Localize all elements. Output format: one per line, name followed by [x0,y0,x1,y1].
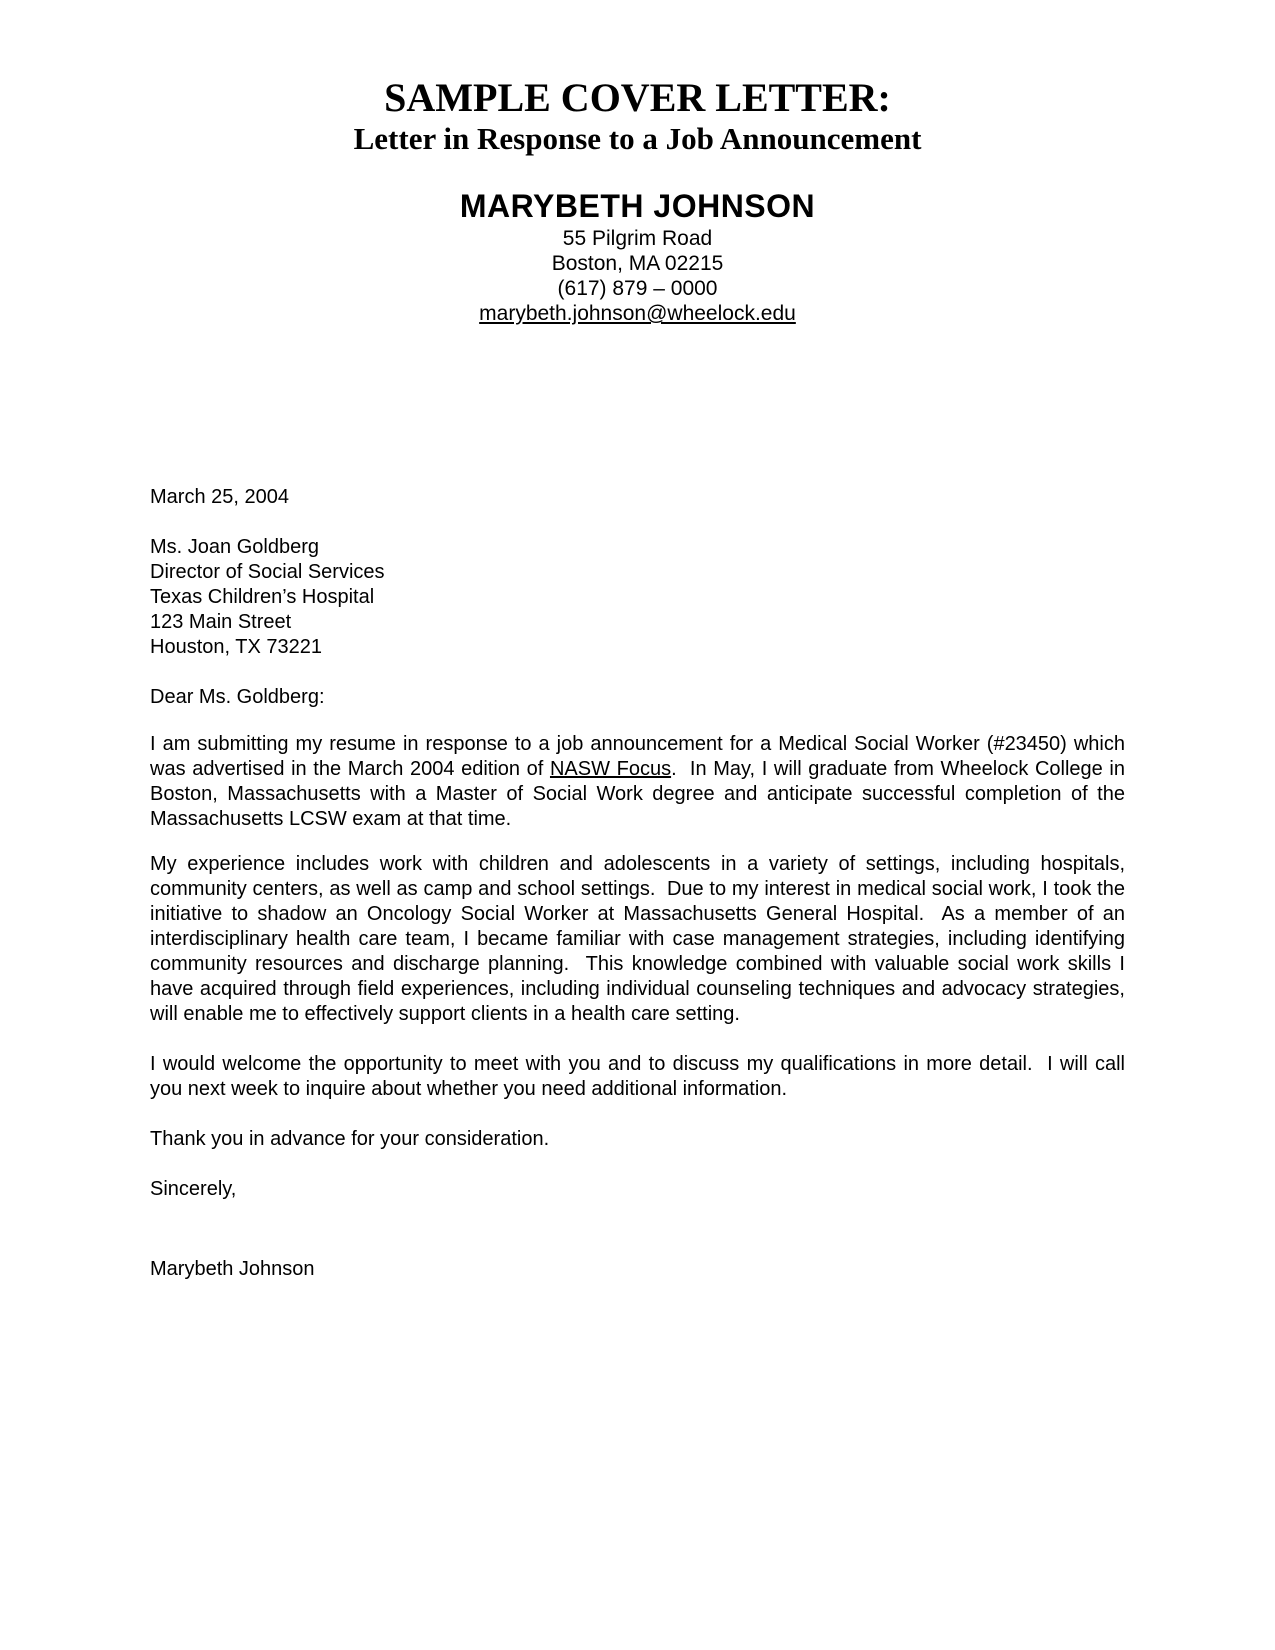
closing-thanks: Thank you in advance for your consideration. [150,1128,550,1150]
closing-signoff: Sincerely, [150,1178,237,1200]
recipient-street: 123 Main Street [150,611,292,633]
sender-address-line1: 55 Pilgrim Road [562,227,713,250]
document-header [150,76,1125,326]
recipient-name: Ms. Joan Goldberg [150,536,319,558]
body-paragraph-1 [150,732,1131,832]
document-title-line1: SAMPLE COVER LETTER: [384,75,891,120]
body-paragraph-2: My experience includes work with children and adolescents in a variety of settings, including hospitals, community centers, as well as camp and school settings. Due to my interest in medical social work, I took the initiative to shadow an Oncology Social Worker at Massachusetts General Hospital. As a member of an interdisciplinary health care team, I became familiar with case management strategies, including identifying community resources and discharge planning. This knowledge combined with valuable social work skills I have acquired through field experiences, including individual counseling techniques and advocacy strategies, will enable me to effectively support clients in a health care setting. [150,853,1131,1025]
document-title-line2: Letter in Response to a Job Announcement [353,121,922,156]
sender-address-line2: Boston, MA 02215 [551,252,724,275]
paragraph-1-text-before-publication: I am submitting my resume in response to a job announcement for a Medical Social Worker (#23450) which was advertised in the March 2004 edition of [150,733,1131,780]
sender-phone: (617) 879 – 0000 [557,277,718,300]
sender-email: marybeth.johnson@wheelock.edu [479,302,796,325]
paragraph-1-text-after-publication: . In May, I will graduate from Wheelock College in Boston, Massachusetts with a Master of Social Work degree and anticipate successful completion of the Massachusetts LCSW exam at that time. [150,758,1131,830]
recipient-address-block [150,535,1125,660]
body-paragraph-3: I would welcome the opportunity to meet with you and to discuss my qualifications in more detail. I will call you next week to inquire about whether you need additional information. [150,1053,1131,1100]
publication-name: NASW Focus [549,758,672,780]
letter-body [150,485,1131,1282]
sender-contact-block [150,186,1125,326]
salutation: Dear Ms. Goldberg: [150,686,325,708]
recipient-organization: Texas Children’s Hospital [150,586,375,608]
signature-name: Marybeth Johnson [150,1258,315,1280]
recipient-city-state-zip: Houston, TX 73221 [150,636,322,658]
sender-name: MARYBETH JOHNSON [459,188,816,224]
recipient-title: Director of Social Services [150,561,385,583]
letter-date: March 25, 2004 [150,486,289,508]
